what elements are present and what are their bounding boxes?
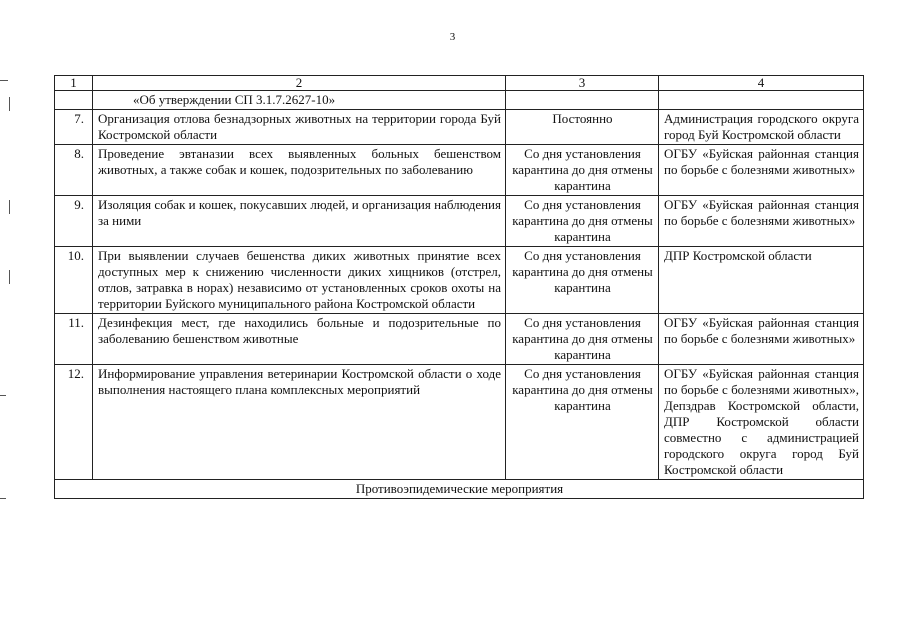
responsible-party: ОГБУ «Буйская районная станция по борьбе с болезнями животных» xyxy=(659,196,864,247)
margin-mark xyxy=(0,498,6,499)
measure-description: Организация отлова безнадзорных животных на территории города Буй Костромской области xyxy=(93,110,506,145)
responsible-party: ДПР Костромской области xyxy=(659,247,864,314)
margin-mark xyxy=(0,395,6,396)
table-header-row xyxy=(55,76,864,91)
measure-description: Информирование управления ветеринарии Костромской области о ходе выполнения настоящего плана комплексных мероприятий xyxy=(93,365,506,480)
column-header: 3 xyxy=(506,76,659,91)
row-number: 7. xyxy=(55,110,93,145)
margin-mark xyxy=(9,97,10,111)
row-number: 9. xyxy=(55,196,93,247)
table-row xyxy=(55,365,864,480)
row-number: 10. xyxy=(55,247,93,314)
responsible-party: ОГБУ «Буйская районная станция по борьбе с болезнями животных», Депздрав Костромской области, ДПР Костромской области совместно с администрацией городского округа город Буй Костромской области xyxy=(659,365,864,480)
measure-term: Со дня установления карантина до дня отмены карантина xyxy=(506,196,659,247)
section-row xyxy=(55,480,864,499)
column-header: 4 xyxy=(659,76,864,91)
responsible-party: ОГБУ «Буйская районная станция по борьбе с болезнями животных» xyxy=(659,145,864,196)
margin-mark xyxy=(9,270,10,284)
measure-description: Проведение эвтаназии всех выявленных больных бешенством животных, а также собак и кошек, подозрительных по заболеванию xyxy=(93,145,506,196)
measure-description: Дезинфекция мест, где находились больные и подозрительные по заболеванию бешенством животные xyxy=(93,314,506,365)
responsible-party: Администрация городского округа город Буй Костромской области xyxy=(659,110,864,145)
measure-term: Со дня установления карантина до дня отмены карантина xyxy=(506,314,659,365)
measure-term: Со дня установления карантина до дня отмены карантина xyxy=(506,365,659,480)
row-number: 11. xyxy=(55,314,93,365)
column-header: 1 xyxy=(55,76,93,91)
table-row xyxy=(55,145,864,196)
margin-mark xyxy=(0,80,8,81)
table-row xyxy=(55,314,864,365)
continuation-text: «Об утверждении СП 3.1.7.2627-10» xyxy=(93,91,506,110)
measure-term: Со дня установления карантина до дня отмены карантина xyxy=(506,247,659,314)
responsible-party: ОГБУ «Буйская районная станция по борьбе с болезнями животных» xyxy=(659,314,864,365)
section-title: Противоэпидемические мероприятия xyxy=(55,480,864,499)
page-number: 3 xyxy=(449,31,456,43)
measures-table xyxy=(54,75,864,499)
table-row xyxy=(55,110,864,145)
continuation-row xyxy=(55,91,864,110)
measure-term: Постоянно xyxy=(506,110,659,145)
margin-mark xyxy=(9,200,10,214)
table-row xyxy=(55,196,864,247)
row-number: 8. xyxy=(55,145,93,196)
table-row xyxy=(55,247,864,314)
measure-term: Со дня установления карантина до дня отмены карантина xyxy=(506,145,659,196)
row-number: 12. xyxy=(55,365,93,480)
column-header: 2 xyxy=(93,76,506,91)
measure-description: При выявлении случаев бешенства диких животных принятие всех доступных мер к снижению численности диких хищников (отстрел, отлов, затравка в норах) независимо от установленных сроков охоты на территории Буйского муниципального района Костромской области xyxy=(93,247,506,314)
measure-description: Изоляция собак и кошек, покусавших людей, и организация наблюдения за ними xyxy=(93,196,506,247)
